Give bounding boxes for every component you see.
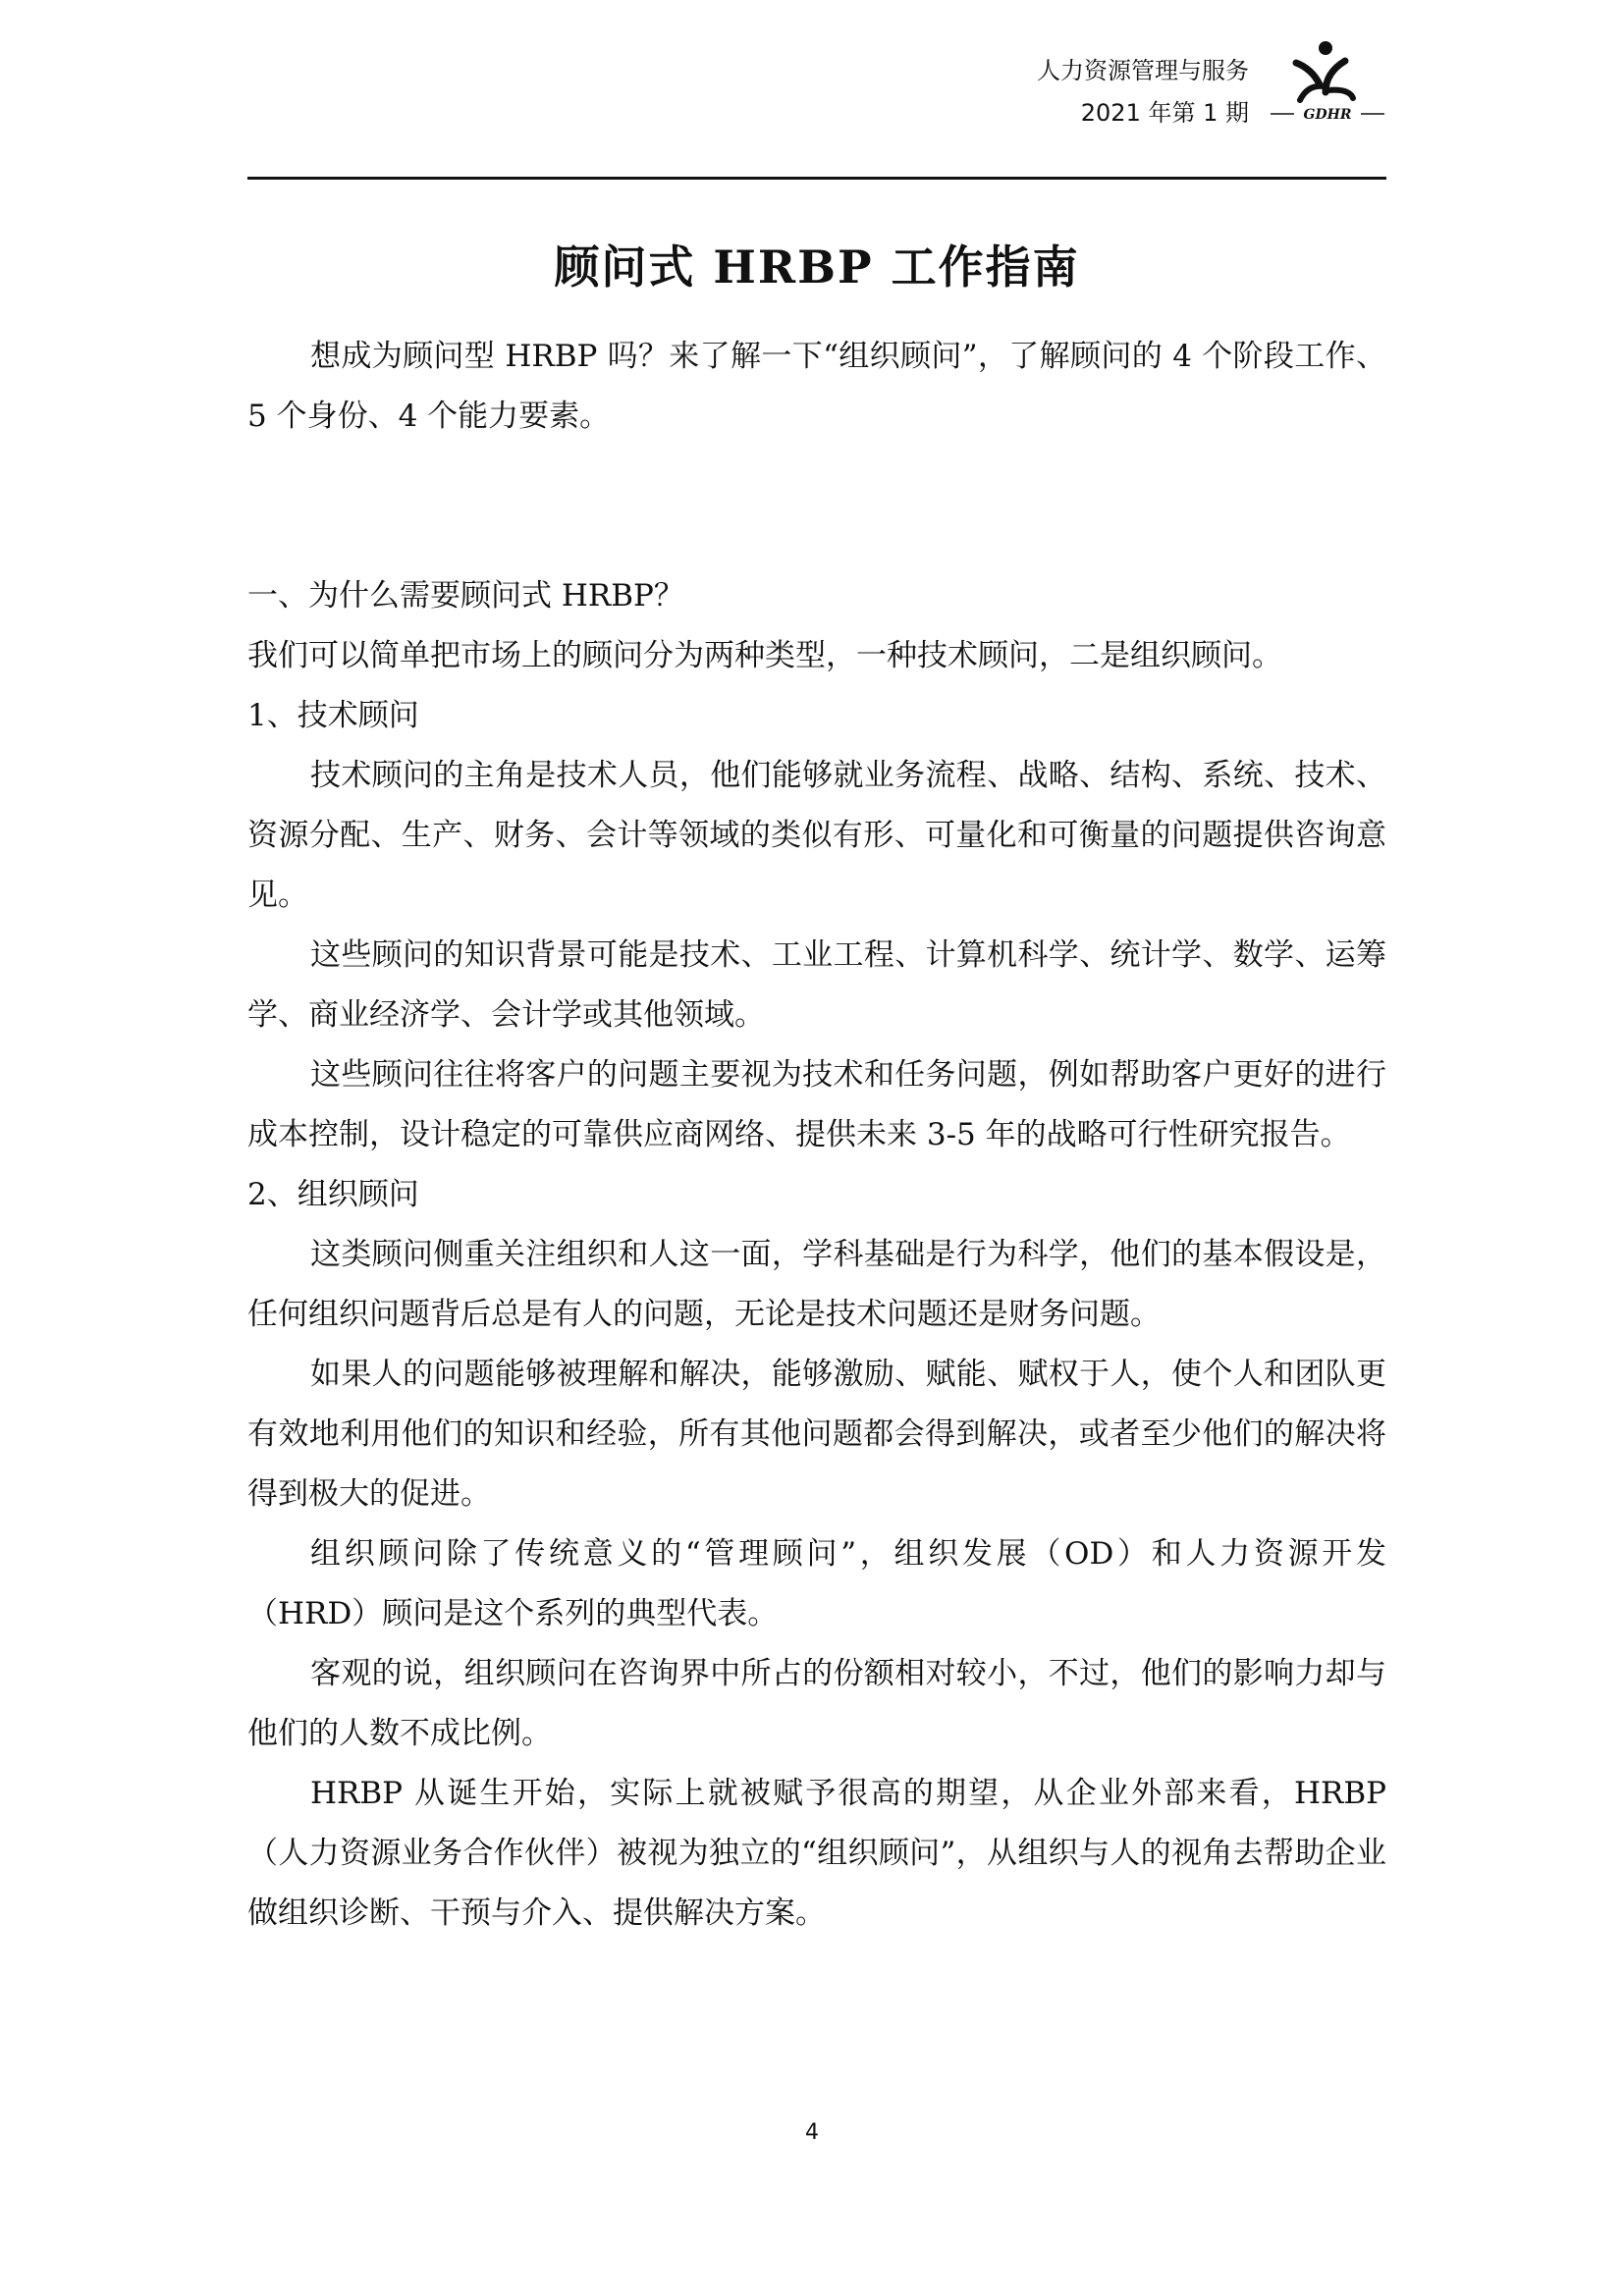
- issue-label: 2021 年第 1 期: [1080, 99, 1249, 127]
- section-heading: 一、为什么需要顾问式 HRBP？: [247, 578, 684, 614]
- paragraph: 这类顾问侧重关注组织和人这一面，学科基础是行为科学，他们的基本假设是，任何组织问题背后总是有人的问题，无论是技术问题还是财务问题。: [247, 1237, 1386, 1332]
- paragraph: HRBP 从诞生开始，实际上就被赋予很高的期望，从企业外部来看，HRBP（人力资源业务合作伙伴）被视为独立的“组织顾问”，从组织与人的视角去帮助企业做组织诊断、干预与介入、提供解决方案。: [247, 1776, 1386, 1931]
- paragraph: 客观的说，组织顾问在咨询界中所占的份额相对较小，不过，他们的影响力却与他们的人数不成比例。: [247, 1656, 1386, 1751]
- page-header: [247, 39, 1386, 137]
- section-spacer: [247, 447, 1386, 566]
- logo-text: GDHR: [1303, 107, 1352, 123]
- paragraph: 如果人的问题能够被理解和解决，能够激励、赋能、赋权于人，使个人和团队更有效地利用他们的知识和经验，所有其他问题都会得到解决，或者至少他们的解决将得到极大的促进。: [247, 1357, 1386, 1512]
- article-title: 顾问式 HRBP 工作指南: [554, 240, 1080, 294]
- journal-name: 人力资源管理与服务: [1037, 57, 1249, 84]
- paragraph: 组织顾问除了传统意义的“管理顾问”，组织发展（OD）和人力资源开发（HRD）顾问是这个系列的典型代表。: [247, 1536, 1386, 1631]
- subsection-heading-organizational: 2、组织顾问: [247, 1177, 419, 1212]
- paragraph: 这些顾问的知识背景可能是技术、工业工程、计算机科学、统计学、数学、运筹学、商业经济学、会计学或其他领域。: [247, 937, 1386, 1033]
- header-rule: [247, 177, 1386, 180]
- page-number: 4: [805, 2120, 819, 2145]
- article-body: [247, 327, 1386, 1944]
- section-lead: 我们可以简单把市场上的顾问分为两种类型，一种技术顾问，二是组织顾问。: [247, 638, 1282, 673]
- paragraph: 这些顾问往往将客户的问题主要视为技术和任务问题，例如帮助客户更好的进行成本控制，设计稳定的可靠供应商网络、提供未来 3-5 年的战略可行性研究报告。: [247, 1057, 1386, 1152]
- intro-paragraph: 想成为顾问型 HRBP 吗？来了解一下“组织顾问”，了解顾问的 4 个阶段工作、5 个身份、4 个能力要素。: [247, 339, 1386, 434]
- gdhr-logo: [1269, 39, 1386, 130]
- paragraph: 技术顾问的主角是技术人员，他们能够就业务流程、战略、结构、系统、技术、资源分配、生产、财务、会计等领域的类似有形、可量化和可衡量的问题提供咨询意见。: [247, 758, 1386, 913]
- subsection-heading-technical: 1、技术顾问: [247, 698, 419, 733]
